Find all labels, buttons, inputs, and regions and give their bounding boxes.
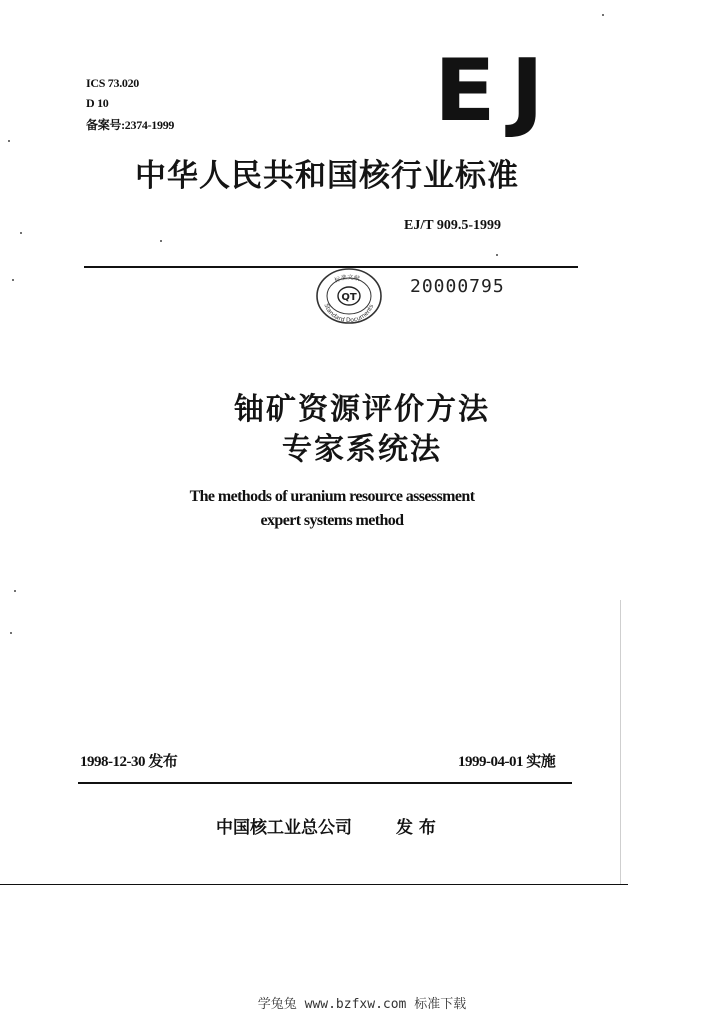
- svg-text:标准文献: [333, 273, 360, 284]
- implementation-date: 1999-04-01 实施: [458, 754, 556, 770]
- standard-documents-seal: [314, 266, 384, 326]
- ccs-code: D 10: [86, 96, 109, 110]
- seal-ring-text: Standard Documents: [322, 302, 376, 325]
- scan-speck: [10, 632, 12, 634]
- scan-speck: [496, 254, 498, 256]
- issue-date: 1998-12-30 发布: [80, 754, 178, 770]
- scan-speck: [14, 590, 16, 592]
- page-right-edge: [620, 600, 621, 884]
- publisher-action: 发 布: [396, 818, 436, 838]
- date-divider: [78, 782, 572, 784]
- scan-speck: [8, 140, 10, 142]
- cn-title-line2: 专家系统法: [282, 432, 442, 467]
- scan-speck: [12, 279, 14, 281]
- publisher-name: 中国核工业总公司: [216, 818, 352, 838]
- seal-top-text: 标准文献: [333, 273, 361, 285]
- scan-speck: [602, 14, 604, 16]
- ics-code: ICS 73.020: [86, 76, 140, 90]
- footer-watermark: 学兔兔 www.bzfxw.com 标准下载: [257, 997, 467, 1012]
- archive-number: 20000795: [410, 276, 505, 297]
- page-bottom-edge: [0, 884, 628, 885]
- en-title-line1: The methods of uranium resource assessment: [189, 488, 475, 505]
- scan-speck: [20, 232, 22, 234]
- ej-logo: EJ: [434, 41, 559, 141]
- seal-inner-text: QT: [341, 292, 357, 303]
- standard-code: EJ/T 909.5-1999: [404, 218, 501, 233]
- en-title-line2: expert systems method: [260, 512, 404, 529]
- scan-speck: [160, 240, 162, 242]
- record-number: 备案号:2374-1999: [86, 118, 175, 132]
- standard-type-title: 中华人民共和国核行业标准: [135, 158, 519, 194]
- cn-title-line1: 铀矿资源评价方法: [234, 392, 490, 427]
